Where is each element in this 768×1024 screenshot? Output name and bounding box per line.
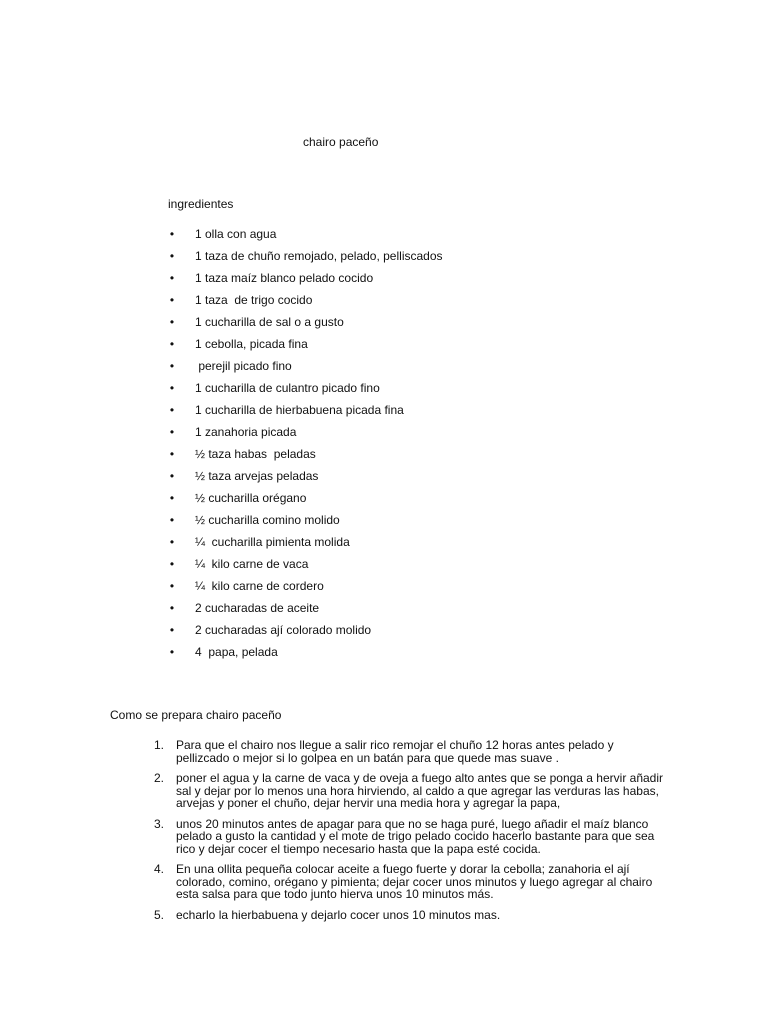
bullet-icon: • xyxy=(169,403,175,417)
ingredient-text: 1 cucharilla de hierbabuena picada fina xyxy=(195,403,404,417)
bullet-icon: • xyxy=(169,579,175,593)
step-text: unos 20 minutos antes de apagar para que no se haga puré, luego añadir el maíz blanco pelado a gusto la cantidad y el mote de trigo pelado cocido hacerlo bastante para que sea rico y dejar cocer el tiempo necesario hasta que la papa esté cocida. xyxy=(176,816,655,856)
bullet-icon: • xyxy=(169,513,175,527)
preparation-step xyxy=(150,739,670,764)
preparation-heading: Como se prepara chairo paceño xyxy=(110,708,282,722)
ingredient-text: 1 taza maíz blanco pelado cocido xyxy=(195,271,374,285)
preparation-step xyxy=(150,772,670,810)
bullet-icon: • xyxy=(169,359,175,373)
preparation-step xyxy=(150,909,670,922)
ingredient-text: 2 cucharadas ají colorado molido xyxy=(195,623,372,637)
bullet-icon: • xyxy=(169,491,175,505)
bullet-icon: • xyxy=(169,425,175,439)
ingredient-text: 1 cucharilla de sal o a gusto xyxy=(195,315,344,329)
ingredient-text: ¼ kilo carne de cordero xyxy=(195,579,324,593)
bullet-icon: • xyxy=(169,601,175,615)
preparation-step xyxy=(150,863,670,901)
step-text: echarlo la hierbabuena y dejarlo cocer unos 10 minutos mas. xyxy=(176,907,501,922)
bullet-icon: • xyxy=(169,227,175,241)
bullet-icon: • xyxy=(169,535,175,549)
ingredient-text: 1 taza de chuño remojado, pelado, pelliscados xyxy=(195,249,443,263)
step-text: Para que el chairo nos llegue a salir rico remojar el chuño 12 horas antes pelado y pellizcado o mejor si lo golpea en un batán para que quede mas suave . xyxy=(176,738,614,765)
ingredient-text: 1 cebolla, picada fina xyxy=(195,337,308,351)
bullet-icon: • xyxy=(169,293,175,307)
ingredient-text: ½ cucharilla comino molido xyxy=(195,513,340,527)
step-number: 2. xyxy=(153,771,164,785)
ingredient-text: ½ cucharilla orégano xyxy=(195,491,307,505)
ingredient-text: 2 cucharadas de aceite xyxy=(195,601,320,615)
bullet-icon: • xyxy=(169,469,175,483)
step-number: 5. xyxy=(153,907,164,922)
ingredient-text: ½ taza habas peladas xyxy=(195,447,316,461)
step-text: En una ollita pequeña colocar aceite a fuego fuerte y dorar la cebolla; zanahoria el ají colorado, comino, orégano y pimienta; dejar cocer unos minutos y luego agregar al chairo esta salsa para que todo junto hierva unos 10 minutos más. xyxy=(176,862,653,901)
bullet-icon: • xyxy=(169,315,175,329)
ingredient-text: 1 taza de trigo cocido xyxy=(195,293,313,307)
bullet-icon: • xyxy=(169,337,175,351)
ingredient-text: ¼ cucharilla pimienta molida xyxy=(195,535,350,549)
ingredient-text: 1 olla con agua xyxy=(195,227,277,241)
bullet-icon: • xyxy=(169,381,175,395)
step-number: 4. xyxy=(153,862,164,876)
bullet-icon: • xyxy=(169,271,175,285)
bullet-icon: • xyxy=(169,557,175,571)
step-text: poner el agua y la carne de vaca y de oveja a fuego alto antes que se ponga a hervir añadir sal y dejar por lo menos una hora hirviendo, al caldo a que agregar las verduras las habas, arvejas y poner el chuño, dejar hervir una media hora y agregar la papa, xyxy=(176,771,664,810)
document-title: chairo paceño xyxy=(303,135,379,149)
bullet-icon: • xyxy=(169,447,175,461)
bullet-icon: • xyxy=(169,623,175,637)
ingredient-text: perejil picado fino xyxy=(195,359,292,373)
step-number: 3. xyxy=(153,816,164,831)
ingredient-text: 1 cucharilla de culantro picado fino xyxy=(195,381,380,395)
ingredient-text: ½ taza arvejas peladas xyxy=(195,469,319,483)
ingredients-heading: ingredientes xyxy=(168,197,234,211)
step-number: 1. xyxy=(153,738,164,752)
bullet-icon: • xyxy=(169,645,175,659)
ingredient-text: 1 zanahoria picada xyxy=(195,425,297,439)
bullet-icon: • xyxy=(169,249,175,263)
ingredient-text: 4 papa, pelada xyxy=(195,645,278,659)
preparation-step xyxy=(150,818,670,856)
ingredient-text: ¼ kilo carne de vaca xyxy=(195,557,309,571)
preparation-steps-list xyxy=(150,739,670,929)
